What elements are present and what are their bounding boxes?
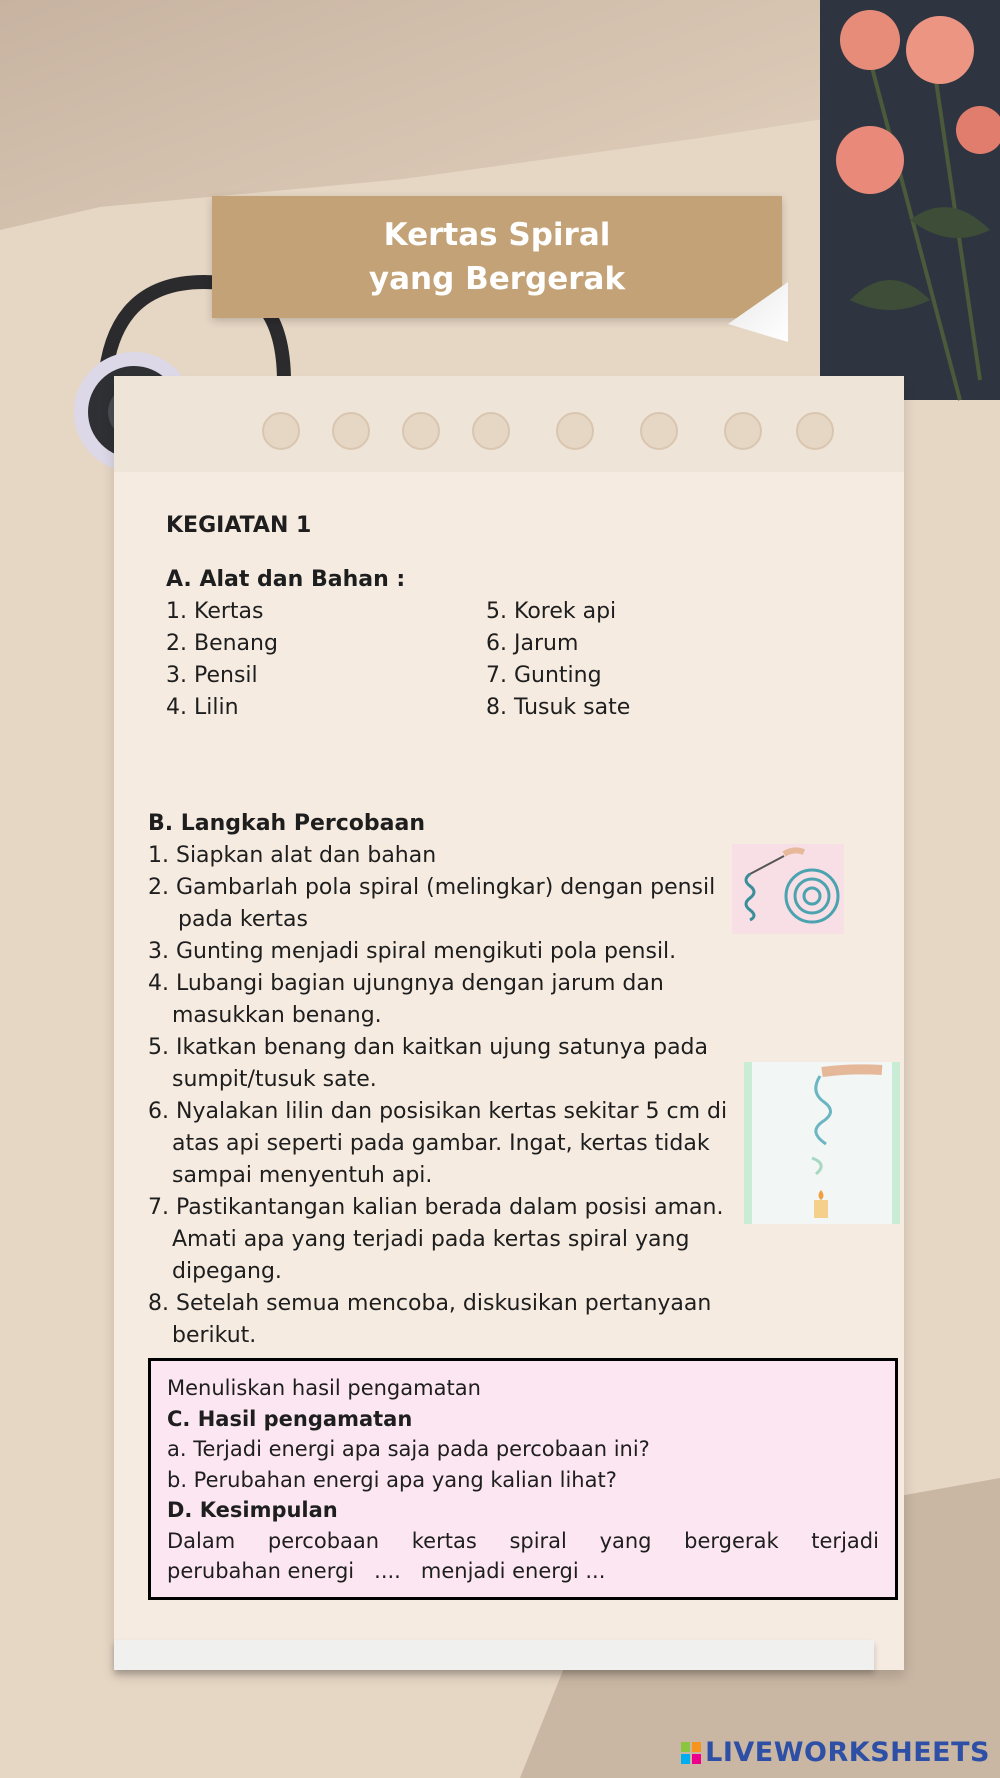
list-item: 6. Jarum [486,631,579,656]
conclusion-word: Dalam [167,1528,236,1553]
conclusion-word: kertas [411,1528,477,1553]
activity-heading: KEGIATAN 1 [166,513,312,538]
list-item: 5. Korek api [486,599,617,624]
tools-materials-heading: A. Alat dan Bahan : [166,567,406,592]
title-banner [212,196,782,318]
step-line: 2. Gambarlah pola spiral (melingkar) dengan pensil [148,875,716,900]
brand-text: LIVEWORKSHEETS [705,1737,990,1768]
notebook-paper-bottom-edge [114,1640,874,1670]
question-b: b. Perubahan energi apa yang kalian lihat? [167,1467,617,1492]
binder-hole [796,412,834,450]
step-line: sampai menyentuh api. [172,1163,433,1188]
binder-hole [472,412,510,450]
liveworksheets-footer [681,1737,990,1768]
list-item: 2. Benang [166,631,278,656]
binder-hole [640,412,678,450]
observation-box [148,1358,898,1600]
conclusion-word: yang [599,1528,652,1553]
spiral-paper-illustration-icon [732,844,844,934]
step-line: pada kertas [178,907,308,932]
liveworksheets-logo-icon [681,1742,701,1764]
step-line: 3. Gunting menjadi spiral mengikuti pola pensil. [148,939,677,964]
conclusion-word: percobaan [267,1528,380,1553]
materials-list-left [166,596,278,724]
step-line: dipegang. [172,1259,282,1284]
list-item: 8. Tusuk sate [486,695,631,720]
procedure-heading: B. Langkah Percobaan [148,811,426,836]
materials-list-right [486,596,630,724]
step-line: 7. Pastikantangan kalian berada dalam posisi aman. [148,1195,724,1220]
step-line: 4. Lubangi bagian ujungnya dengan jarum dan [148,971,664,996]
step-line: Amati apa yang terjadi pada kertas spiral yang [172,1227,690,1252]
procedure-steps [148,840,738,1352]
binder-hole [332,412,370,450]
binder-hole [724,412,762,450]
step-line: 6. Nyalakan lilin dan posisikan kertas sekitar 5 cm di [148,1099,728,1124]
step-line: masukkan benang. [172,1003,382,1028]
binder-hole [402,412,440,450]
step-line: sumpit/tusuk sate. [172,1067,377,1092]
conclusion-word: spiral [509,1528,567,1553]
step-line: 5. Ikatkan benang dan kaitkan ujung satunya pada [148,1035,709,1060]
step-line: berikut. [172,1323,257,1348]
conclusion-word: terjadi [811,1528,879,1553]
roses-decoration-icon [810,0,1000,420]
question-a: a. Terjadi energi apa saja pada percobaan ini? [167,1437,650,1461]
step-line: atas api seperti pada gambar. Ingat, kertas tidak [172,1131,710,1156]
conclusion-heading: D. Kesimpulan [167,1498,338,1522]
list-item: 4. Lilin [166,695,239,720]
observation-intro: Menuliskan hasil pengamatan [167,1376,481,1400]
list-item: 7. Gunting [486,663,602,688]
step-line: 1. Siapkan alat dan bahan [148,843,437,868]
binder-hole [556,412,594,450]
results-heading: C. Hasil pengamatan [167,1406,413,1431]
conclusion-word: bergerak [684,1528,779,1553]
list-item: 1. Kertas [166,599,264,624]
binder-hole [262,412,300,450]
conclusion-line-2: perubahan energi .... menjadi energi ... [167,1559,606,1583]
title-line-1: Kertas Spiral [383,217,611,253]
conclusion-line-1 [167,1526,879,1557]
candle-spiral-photo-icon [744,1062,900,1224]
list-item: 3. Pensil [166,663,258,688]
step-line: 8. Setelah semua mencoba, diskusikan pertanyaan [148,1291,712,1316]
title-line-2: yang Bergerak [368,261,626,297]
